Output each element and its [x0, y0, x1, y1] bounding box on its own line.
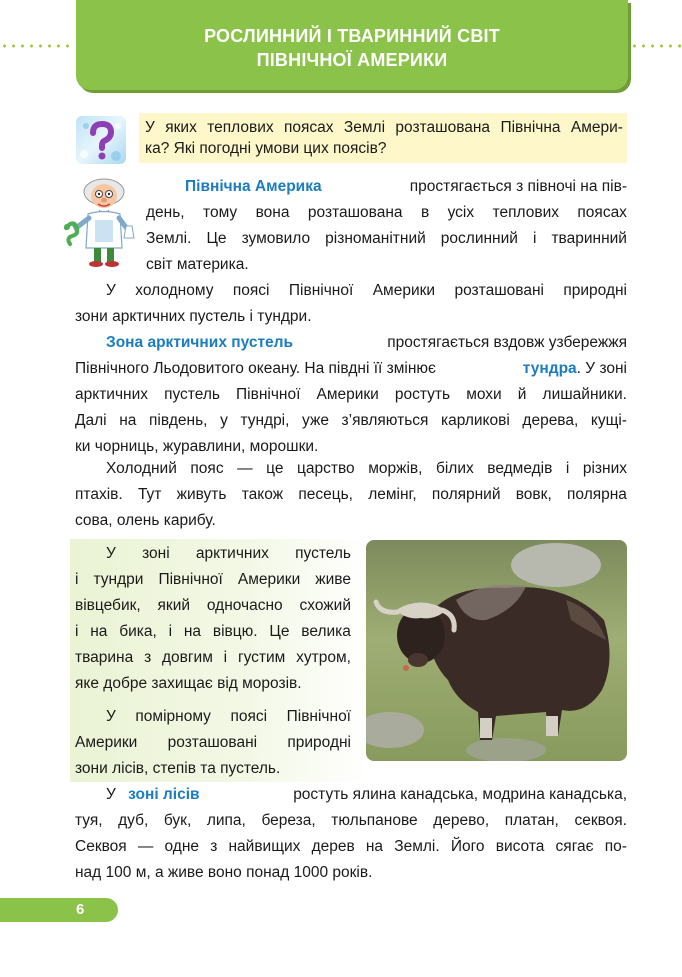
p3-line-4: Далі на південь, у тундрі, уже з’являються карликові дерева, кущі-: [75, 412, 627, 429]
p4-line-3: сова, олень карибу.: [75, 512, 216, 529]
question-line-2: ка? Які погодні умови цих поясів?: [145, 140, 387, 157]
paragraph-cold-belt-animals: [75, 456, 627, 534]
professor-illustration: [62, 176, 140, 268]
p5-line-3: зони лісів, степів та пустель.: [75, 760, 281, 777]
p1-line-1: [146, 174, 627, 200]
p1-line-4: світ материка.: [146, 256, 249, 273]
p5-line-2: Америки розташовані природні: [75, 734, 351, 751]
p3-line-3: арктичних пустель Північної Америки ростуть мохи й лишайники.: [75, 386, 627, 403]
header-dots-right: [630, 44, 682, 48]
p1-line-3: Землі. Це зумовило різноманітний рослинний і тваринний: [146, 230, 627, 247]
p3-line-2-text-b: . У зоні: [576, 360, 627, 377]
paragraph-temperate-belt: [75, 704, 351, 782]
p3-line-2: [75, 356, 627, 382]
p3-line-1-text: простягається вздовж узбережжя: [387, 334, 627, 351]
p3-line-2-end: [523, 356, 627, 382]
p2-line-1: У холодному поясі Північної Америки розташовані природні: [106, 282, 627, 299]
paragraph-north-america: [146, 174, 627, 278]
header-dots-left: [0, 44, 72, 48]
question-mark-icon: [76, 116, 126, 164]
p2-line-2: зони арктичних пустель і тундри.: [75, 308, 312, 325]
p4-line-1: Холодний пояс — це царство моржів, білих ведмедів і різних: [106, 460, 627, 477]
p6-line-4: над 100 м, а живе воно понад 1000 років.: [75, 864, 373, 881]
question-text: [145, 117, 623, 159]
box-line-1: У зоні арктичних пустель: [106, 545, 351, 562]
p3-line-5: ки чорниць, журавлини, морошки.: [75, 438, 319, 455]
p5-line-1: У помірному поясі Північної: [106, 708, 351, 725]
box-line-4: і на бика, і на вівцю. Це велика: [75, 623, 351, 640]
info-box-muskox: [75, 541, 351, 697]
paragraph-arctic-desert: [75, 330, 627, 460]
term-north-america: Північна Америка: [185, 178, 322, 195]
box-line-2: і тундри Північної Америки живе: [75, 571, 351, 588]
page-title: [76, 0, 628, 90]
p1-line-1-text: простягається з півночі на пів-: [409, 178, 627, 195]
muskox-photo: [366, 540, 627, 761]
p6-line-2: туя, дуб, бук, липа, береза, тюльпанове дерево, платан, секвоя.: [75, 812, 627, 829]
p6-line-3: Секвоя — одне з найвищих дерев на Землі. Його висота сягає по-: [75, 838, 627, 855]
p3-line-2-text-a: Північного Льодовитого океану. На півдні її змінює: [75, 360, 436, 377]
box-line-6: яке добре захищає від морозів.: [75, 675, 302, 692]
question-line-1: У яких теплових поясах Землі розташована Північна Амери-: [145, 119, 623, 136]
paragraph-cold-belt: [75, 278, 627, 330]
term-arctic-desert-zone: Зона арктичних пустель: [106, 334, 294, 351]
box-line-5: тварина з довгим і густим хутром,: [75, 649, 351, 666]
p6-line-1-text-b: ростуть ялина канадська, модрина канадська,: [293, 786, 627, 803]
title-line-2: ПІВНІЧНОЇ АМЕРИКИ: [256, 50, 448, 70]
term-forest-zone: зоні лісів: [128, 786, 200, 803]
box-line-3: вівцебик, який одночасно схожий: [75, 597, 351, 614]
title-line-1: РОСЛИННИЙ І ТВАРИННИЙ СВІТ: [204, 26, 500, 46]
p6-line-1-text-a: У: [106, 786, 116, 803]
p4-line-2: птахів. Тут живуть також песець, лемінг, полярний вовк, полярна: [75, 486, 627, 503]
term-tundra: тундра: [522, 360, 577, 377]
page-number: 6: [0, 898, 118, 922]
p6-line-1: [75, 782, 627, 808]
p6-line-1-start: [106, 782, 200, 808]
p3-line-1: [75, 330, 627, 356]
paragraph-forest-zone: [75, 782, 627, 886]
p1-line-2: день, тому вона розташована в усіх теплових поясах: [146, 204, 627, 221]
